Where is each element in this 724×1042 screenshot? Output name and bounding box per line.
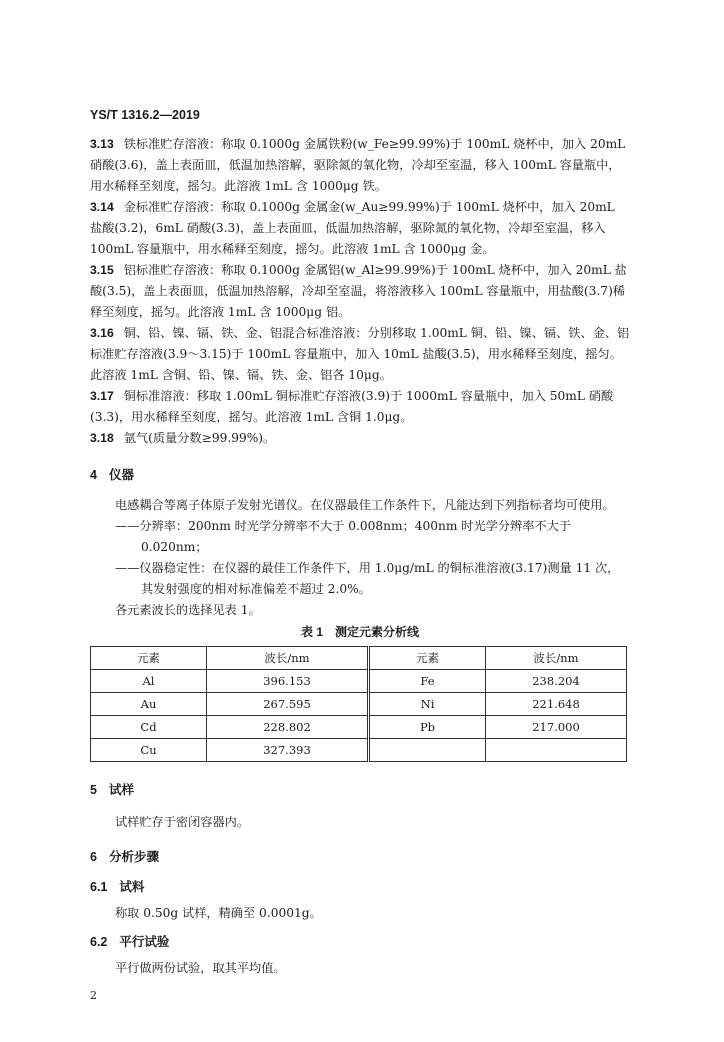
table-cell: Ni — [369, 693, 486, 716]
table-row — [91, 716, 627, 739]
table-cell: 238.204 — [486, 670, 627, 693]
table-cell: Cd — [91, 716, 207, 739]
clause-3-17: 3.17 铜标准溶液：移取 1.00mL 铜标准贮存溶液(3.9)于 1000mL 容量瓶中，加入 50mL 硝酸(3.3)，用水稀释至刻度，摇匀。此溶液 1mL 含铜 1.0μg。 — [90, 389, 614, 424]
table-row — [91, 739, 627, 762]
clause-3-15: 3.15 铝标准贮存溶液：称取 0.1000g 金属铝(w_Al≥99.99%)于 100mL 烧杯中，加入 20mL 盐酸(3.5)，盖上表面皿，低温加热溶解，冷却至室温，将溶液移入 100mL 容量瓶中，用盐酸(3.7)稀释至刻度，摇匀。此溶液 1mL 含 1000μg 铝。 — [90, 263, 627, 319]
header-cell: 波长/nm — [207, 647, 369, 670]
section-5-body: 试样贮存于密闭容器内。 — [115, 815, 250, 829]
section-4-heading: 4 仪器 — [90, 468, 134, 482]
section-6-2-heading: 6.2 平行试验 — [90, 935, 170, 949]
table-cell: Fe — [369, 670, 486, 693]
table-cell: 396.153 — [207, 670, 369, 693]
table-cell: Cu — [91, 739, 207, 762]
spec-resolution: ——分辨率：200nm 时光学分辨率不大于 0.008nm；400nm 时光学分辨率不大于 0.020nm； — [115, 519, 571, 554]
clause-3-14: 3.14 金标准贮存溶液：称取 0.1000g 金属金(w_Au≥99.99%)于 100mL 烧杯中，加入 20mL 盐酸(3.2)，6mL 硝酸(3.3)，盖上表面皿，低温加热溶解，驱除氮的氧化物，冷却至室温，移入 100mL 容量瓶中，用水稀释至刻度，摇匀。此溶液 1mL 含 1000μg 金。 — [90, 200, 615, 256]
page-number: 2 — [90, 989, 97, 1002]
table-cell — [486, 739, 627, 762]
standard-number: YS/T 1316.2—2019 — [90, 108, 200, 122]
instrument-intro: 电感耦合等离子体原子发射光谱仪。在仪器最佳工作条件下，凡能达到下列指标者均可使用。 — [115, 498, 615, 512]
table-cell: 217.000 — [486, 716, 627, 739]
header-cell: 元素 — [91, 647, 207, 670]
table-cell: 267.595 — [207, 693, 369, 716]
section-6-2-body: 平行做两份试验，取其平均值。 — [115, 961, 286, 975]
table-cell: 228.802 — [207, 716, 369, 739]
header-cell: 波长/nm — [486, 647, 627, 670]
section-5-heading: 5 试样 — [90, 783, 134, 797]
clause-3-13: 3.13 铁标准贮存溶液：称取 0.1000g 金属铁粉(w_Fe≥99.99%)于 100mL 烧杯中，加入 20mL 硝酸(3.6)，盖上表面皿，低温加热溶解，驱除氮的氧化物，冷却至室温，移入 100mL 容量瓶中，用水稀释至刻度，摇匀。此溶液 1mL 含 1000μg 铁。 — [90, 137, 626, 193]
table-cell: Pb — [369, 716, 486, 739]
table-reference: 各元素波长的选择见表 1。 — [115, 603, 261, 617]
table-row — [91, 670, 627, 693]
table-cell: Al — [91, 670, 207, 693]
clause-3-18: 3.18 氩气(质量分数≥99.99%)。 — [90, 431, 276, 445]
table-cell: 221.648 — [486, 693, 627, 716]
table-row — [91, 693, 627, 716]
header-cell: 元素 — [369, 647, 486, 670]
section-6-1-heading: 6.1 试料 — [90, 880, 145, 894]
table-cell: Au — [91, 693, 207, 716]
clause-3-16: 3.16 铜、铅、镍、镉、铁、金、铝混合标准溶液：分别移取 1.00mL 铜、铅、镍、镉、铁、金、铝标准贮存溶液(3.9～3.15)于 100mL 容量瓶中，加入 10mL 盐酸(3.5)，用水稀释至刻度，摇匀。此溶液 1mL 含铜、铅、镍、镉、铁、金、铝各 10μg。 — [90, 326, 630, 382]
table-cell — [369, 739, 486, 762]
section-4-body — [90, 495, 630, 621]
table-caption: 表 1 测定元素分析线 — [300, 625, 419, 639]
table-header-row — [91, 647, 627, 670]
section-6-heading: 6 分析步骤 — [90, 850, 159, 864]
section-6-1-body: 称取 0.50g 试样，精确至 0.0001g。 — [115, 906, 322, 920]
spec-stability: ——仪器稳定性：在仪器的最佳工作条件下，用 1.0μg/mL 的铜标准溶液(3.17)测量 11 次，其发射强度的相对标准偏差不超过 2.0%。 — [115, 561, 620, 596]
wavelength-table — [90, 646, 627, 762]
table-cell: 327.393 — [207, 739, 369, 762]
